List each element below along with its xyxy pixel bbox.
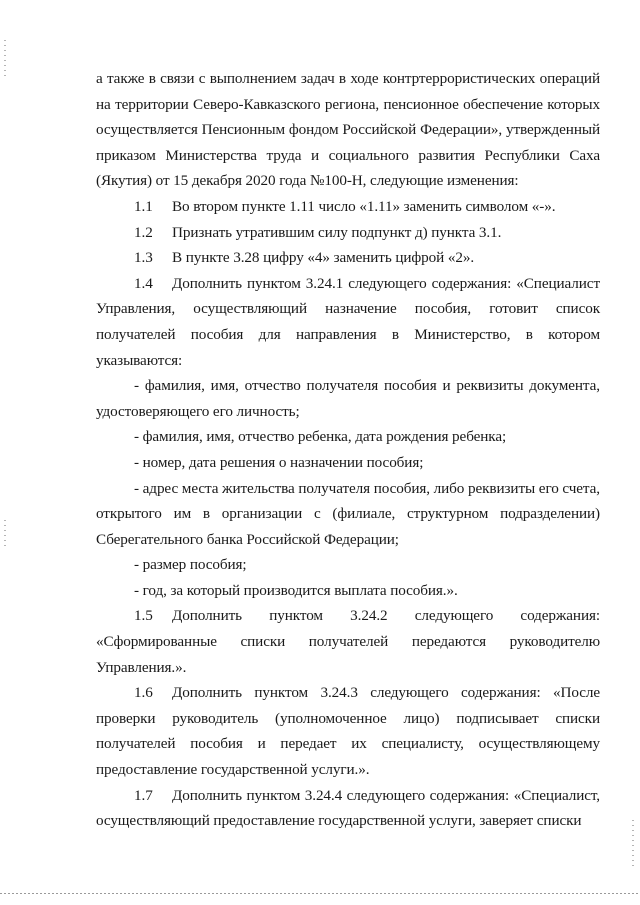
item-text: Дополнить пунктом 3.24.3 следующего содержания: «После проверки руководитель (уполномоченное лицо) подписывает списки получателей пособия и передает их специалисту, осуществляющему предоставление государственной услуги.». — [96, 684, 600, 779]
item-number: 1.2 — [134, 223, 153, 241]
item-number: 1.5 — [134, 607, 153, 625]
item-text: В пункте 3.28 цифру «4» заменить цифрой «2». — [172, 249, 475, 267]
list-item: - номер, дата решения о назначении пособия; — [134, 453, 424, 471]
item-1-6 — [96, 680, 600, 782]
list-item: - год, за который производится выплата пособия.». — [134, 581, 458, 599]
item-number: 1.1 — [134, 197, 153, 215]
item-number: 1.6 — [134, 684, 153, 702]
document-body — [96, 66, 600, 834]
item-number: 1.3 — [134, 249, 153, 267]
item-1-2 — [96, 220, 600, 246]
scan-artifact — [4, 40, 6, 80]
scan-edge-line — [0, 893, 640, 894]
item-1-1 — [96, 194, 600, 220]
item-number: 1.4 — [134, 274, 153, 292]
item-1-4 — [96, 271, 600, 373]
item-text: Дополнить пунктом 3.24.4 следующего содержания: «Специалист, осуществляющий предоставление государственной услуги, заверяет списки — [96, 786, 600, 830]
item-number: 1.7 — [134, 786, 153, 804]
item-1-3 — [96, 245, 600, 271]
scan-artifact — [632, 820, 634, 870]
item-text: Дополнить пунктом 3.24.1 следующего содержания: «Специалист Управления, осуществляющий назначение пособия, готовит список получателей пособия для направления в Министерство, в котором указываются: — [96, 274, 600, 369]
list-item: - фамилия, имя, отчество ребенка, дата рождения ребенка; — [134, 428, 507, 446]
item-1-5 — [96, 603, 600, 680]
list-item: - адрес места жительства получателя пособия, либо реквизиты его счета, открытого им в организации с (филиале, структурном подразделении) Сберегательного банка Российской Федерации; — [96, 479, 600, 548]
list-item: - фамилия, имя, отчество получателя пособия и реквизиты документа, удостоверяющего его личность; — [96, 377, 600, 420]
item-text: Во втором пункте 1.11 число «1.11» заменить символом «-». — [172, 197, 556, 215]
item-text: Дополнить пунктом 3.24.2 следующего содержания: «Сформированные списки получателей передаются руководителю Управления.». — [96, 607, 600, 676]
intro-paragraph: а также в связи с выполнением задач в ходе контртеррористических операций на территории Северо-Кавказского региона, пенсионное обеспечение которых осуществляется Пенсионным фондом Российской Федерации», утвержденный приказом Министерства труда и социального развития Республики Саха (Якутия) от 15 декабря 2020 года №100-Н, следующие изменения: — [96, 70, 600, 190]
item-1-7 — [96, 783, 600, 834]
item-text: Признать утратившим силу подпункт д) пункта 3.1. — [172, 223, 502, 241]
scan-artifact — [4, 520, 6, 550]
list-item: - размер пособия; — [134, 556, 247, 574]
